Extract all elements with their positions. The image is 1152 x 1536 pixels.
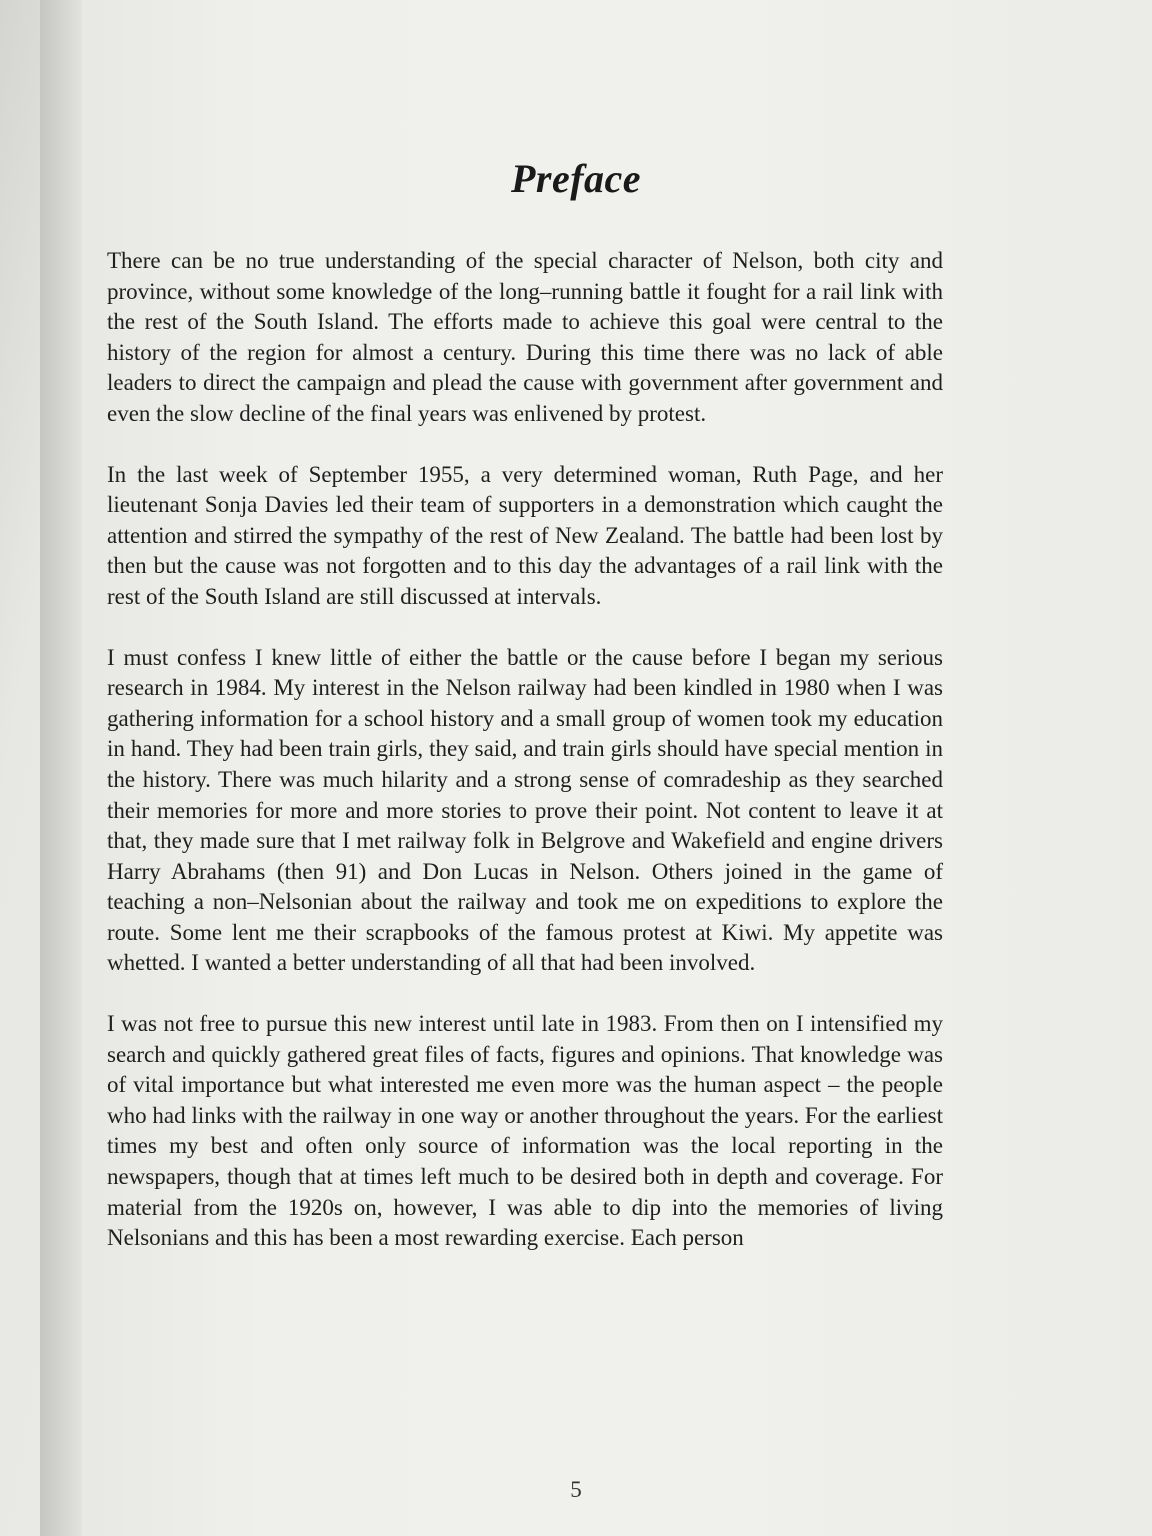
paragraph-2: In the last week of September 1955, a very determined woman, Ruth Page, and her lieutenant Sonja Davies led their team of supporters in a demonstration which caught the attention and stirred the sympathy of the rest of New Zealand. The battle had been lost by then but the cause was not forgotten and to this day the advantages of a rail link with the rest of the South Island are still discussed at intervals. [107,461,943,609]
preface-body [107,246,943,1284]
page-number: 5 [570,1477,582,1502]
page-title: Preface [510,155,642,201]
paragraph-1: There can be no true understanding of the special character of Nelson, both city and province, without some knowledge of the long–running battle it fought for a rail link with the rest of the South Island. The efforts made to achieve this goal were central to the history of the region for almost a century. During this time there was no lack of able leaders to direct the campaign and plead the cause with government after government and even the slow decline of the final years was enlivened by protest. [107,248,943,426]
paragraph-3: I must confess I knew little of either the battle or the cause before I began my serious research in 1984. My interest in the Nelson railway had been kindled in 1980 when I was gathering information for a school history and a small group of women took my education in hand. They had been train girls, they said, and train girls should have special mention in the history. There was much hilarity and a strong sense of comradeship as they searched their memories for more and more stories to prove their point. Not content to leave it at that, they made sure that I met railway folk in Belgrove and Wakefield and engine drivers Harry Abrahams (then 91) and Don Lucas in Nelson. Others joined in the game of teaching a non–Nelsonian about the railway and took me on expeditions to explore the route. Some lent me their scrapbooks of the famous protest at Kiwi. My appetite was whetted. I wanted a better understanding of all that had been involved. [107,644,943,976]
paragraph-4: I was not free to pursue this new interest until late in 1983. From then on I intensified my search and quickly gathered great files of facts, figures and opinions. That knowledge was of vital importance but what interested me even more was the human aspect – the people who had links with the railway in one way or another throughout the years. For the earliest times my best and often only source of information was the local reporting in the newspapers, though that at times left much to be desired both in depth and coverage. For material from the 1920s on, however, I was able to dip into the memories of living Nelsonians and this has been a most rewarding exercise. Each person [107,1011,943,1251]
page-gutter-shadow [40,0,82,1536]
